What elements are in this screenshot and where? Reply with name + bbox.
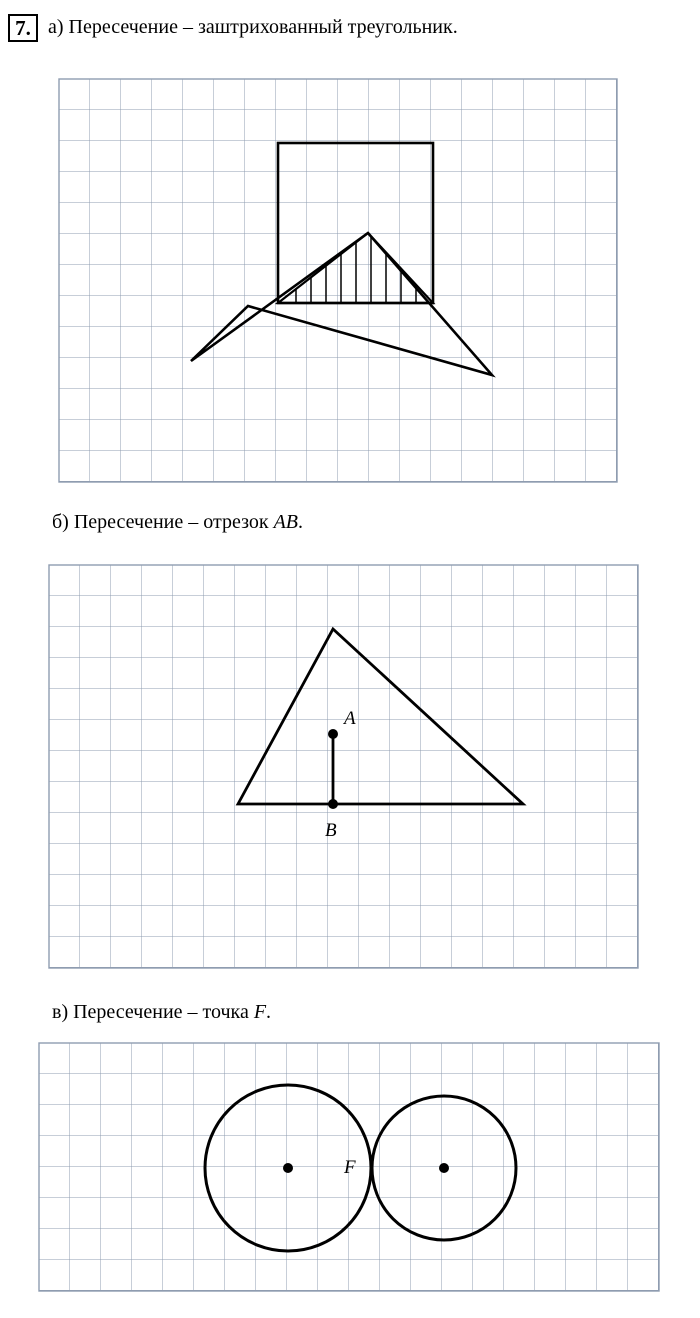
prompt-b-segment-label: AB	[273, 511, 299, 533]
prompt-c-point-label: F	[253, 1001, 267, 1023]
point-a-dot	[328, 729, 338, 739]
figure-a	[58, 78, 618, 483]
figure-c	[38, 1042, 662, 1294]
prompt-b	[52, 510, 303, 534]
circle-large-center-dot	[283, 1163, 293, 1173]
exercise-number: 7.	[8, 14, 38, 42]
prompt-a	[48, 15, 458, 39]
prompt-c	[52, 1000, 271, 1024]
circle-small-center-dot	[439, 1163, 449, 1173]
prompt-c-text: в) Пересечение – точка	[52, 1001, 254, 1023]
figure-b	[48, 564, 640, 969]
point-a-label: A	[344, 708, 356, 729]
prompt-a-text: а) Пересечение – заштрихованный треугольник.	[48, 16, 458, 38]
point-b-dot	[328, 799, 338, 809]
prompt-b-text: б) Пересечение – отрезок	[52, 511, 274, 533]
grid-background	[49, 565, 638, 968]
prompt-c-period: .	[266, 1001, 272, 1023]
prompt-b-period: .	[298, 511, 304, 533]
point-b-label: B	[325, 820, 337, 841]
point-f-label: F	[344, 1157, 356, 1178]
grid-background	[59, 79, 617, 482]
